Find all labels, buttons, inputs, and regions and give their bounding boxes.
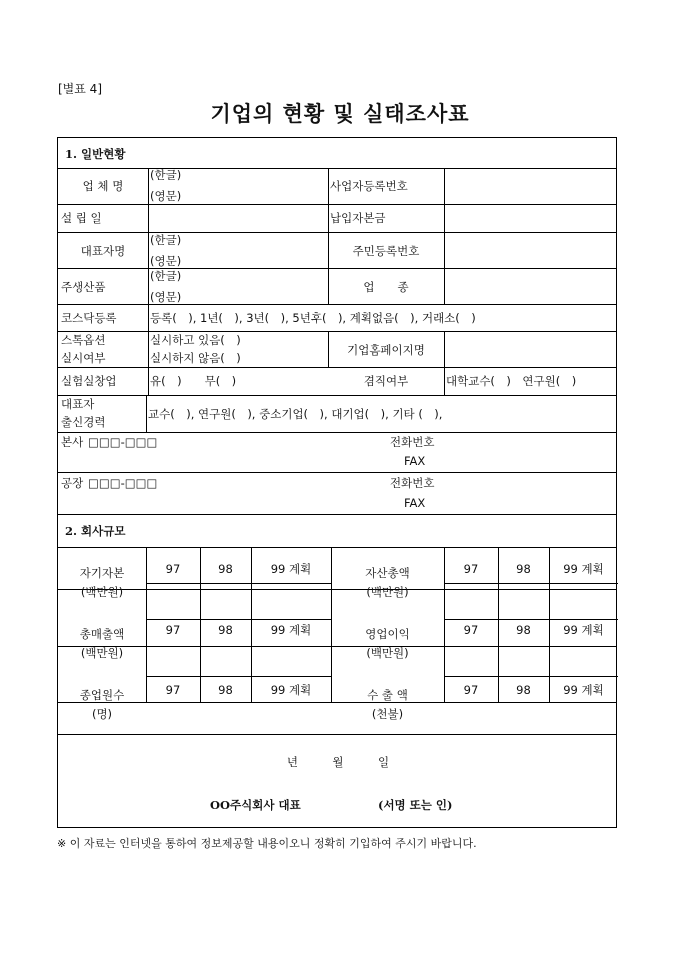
label-concurrent: 겸직여부 (363, 374, 409, 388)
year-98: 98 (218, 683, 233, 697)
label-biz-reg-no: 사업자등록번호 (330, 179, 408, 193)
year-99-plan: 99 계획 (270, 562, 312, 576)
cell-line (444, 619, 618, 620)
label-main-product: 주생산품 (61, 280, 106, 294)
row-line (58, 367, 616, 368)
row-line (58, 547, 616, 548)
row-line (58, 168, 616, 169)
cell-line (146, 619, 331, 620)
label-exports: 수 출 액 (367, 688, 408, 702)
row-line (58, 204, 616, 205)
year-98: 98 (516, 623, 531, 637)
ceo-name-korean: (한글) (150, 233, 182, 247)
stock-option-yes: 실시하고 있음( ) (150, 333, 241, 347)
label-ceo-name: 대표자명 (80, 244, 126, 258)
year-97: 97 (463, 683, 479, 697)
stock-option-no: 실시하지 않음( ) (150, 351, 241, 365)
survey-form (57, 137, 617, 828)
year-97: 97 (463, 562, 479, 576)
row-line (58, 514, 616, 515)
col-line (148, 168, 149, 304)
cell-line (444, 676, 618, 677)
cell-line (146, 676, 331, 677)
year-97: 97 (165, 562, 181, 576)
label-founded: 설 립 일 (61, 211, 102, 225)
label-stock-option-2: 실시여부 (61, 351, 106, 365)
footnote: ※ 이 자료는 인터넷을 통하여 정보제공할 내용이오니 정확히 기입하여 주시기 바랍니다. (57, 837, 477, 850)
appendix-ref: [별표 4] (58, 82, 102, 96)
career-options: 교수( ), 연구원( ), 중소기업( ), 대기업( ), 기타 ( ), (148, 407, 443, 421)
label-ceo-career-2: 출신경력 (61, 415, 106, 429)
year-99-plan: 99 계획 (270, 683, 312, 697)
year-97: 97 (165, 623, 181, 637)
unit-employees: (명) (91, 707, 113, 721)
label-factory-fax: FAX (404, 496, 426, 510)
col-line (444, 331, 445, 367)
label-employees: 종업원수 (79, 688, 125, 702)
label-sales: 총매출액 (79, 627, 125, 641)
label-factory: 공장 (61, 476, 84, 490)
label-stock-option: 스톡옵션 (61, 333, 106, 347)
section-scale-title: 2. 회사규모 (65, 524, 126, 538)
label-ceo-career: 대표자 (61, 397, 95, 411)
company-name-korean: (한글) (150, 168, 182, 182)
unit-exports: (천불) (371, 707, 404, 721)
year-99-plan: 99 계획 (563, 683, 604, 697)
unit-equity: (백만원) (80, 585, 124, 599)
company-name-english: (영문) (150, 189, 182, 203)
unit-operating-profit: (백만원) (366, 646, 409, 660)
row-line (58, 268, 616, 269)
row-line (58, 472, 616, 473)
row-line (58, 702, 616, 703)
row-line (58, 304, 616, 305)
label-industry: 업 종 (363, 280, 409, 294)
row-line (58, 395, 616, 396)
form-title: 기업의 현황 및 실태조사표 (210, 101, 470, 126)
signer-company: OO주식회사 대표 (210, 798, 301, 812)
col-line (146, 395, 147, 432)
label-kosdaq: 코스닥등록 (61, 311, 117, 325)
concurrent-options: 대학교수( ) 연구원( ) (446, 374, 577, 388)
year-97: 97 (463, 623, 479, 637)
kosdaq-options: 등록( ), 1년( ), 3년( ), 5년후( ), 계획없음( ), 거래소( ) (150, 311, 476, 325)
label-equity: 자기자본 (79, 566, 125, 580)
year-98: 98 (218, 562, 233, 576)
label-resident-no: 주민등록번호 (352, 244, 420, 258)
label-hq: 본사 (61, 435, 84, 449)
row-line (58, 432, 616, 433)
label-homepage: 기업홈페이지명 (347, 343, 425, 357)
ceo-name-english: (영문) (150, 254, 182, 268)
row-line (58, 734, 616, 735)
year-98: 98 (516, 562, 531, 576)
label-hq-fax: FAX (404, 454, 426, 468)
year-97: 97 (165, 683, 181, 697)
unit-total-assets: (백만원) (366, 585, 409, 599)
year-99-plan: 99 계획 (563, 623, 604, 637)
col-line (444, 367, 445, 395)
year-99-plan: 99 계획 (563, 562, 604, 576)
section-general-title: 1. 일반현황 (65, 147, 126, 161)
lab-startup-options: 유( ) 무( ) (150, 374, 237, 388)
row-line (58, 331, 616, 332)
label-total-assets: 자산총액 (365, 566, 410, 580)
product-korean: (한글) (150, 269, 182, 283)
year-99-plan: 99 계획 (270, 623, 312, 637)
year-98: 98 (218, 623, 233, 637)
label-hq-tel: 전화번호 (390, 435, 435, 449)
col-line (148, 304, 149, 395)
label-factory-tel: 전화번호 (390, 476, 435, 490)
row-line (58, 232, 616, 233)
cell-line (146, 583, 331, 584)
label-company-name: 업 체 명 (82, 179, 124, 193)
label-paid-capital: 납입자본금 (330, 211, 386, 225)
date-line: 년 월 일 (286, 755, 390, 769)
sign-or-seal: (서명 또는 인) (378, 798, 453, 812)
hq-postcode: □□□-□□□ (88, 435, 158, 449)
label-operating-profit: 영업이익 (365, 627, 410, 641)
factory-postcode: □□□-□□□ (88, 476, 158, 490)
cell-line (444, 583, 618, 584)
unit-sales: (백만원) (80, 646, 124, 660)
label-lab-startup: 실험실창업 (61, 374, 117, 388)
product-english: (영문) (150, 290, 182, 304)
col-line (444, 168, 445, 304)
year-98: 98 (516, 683, 531, 697)
